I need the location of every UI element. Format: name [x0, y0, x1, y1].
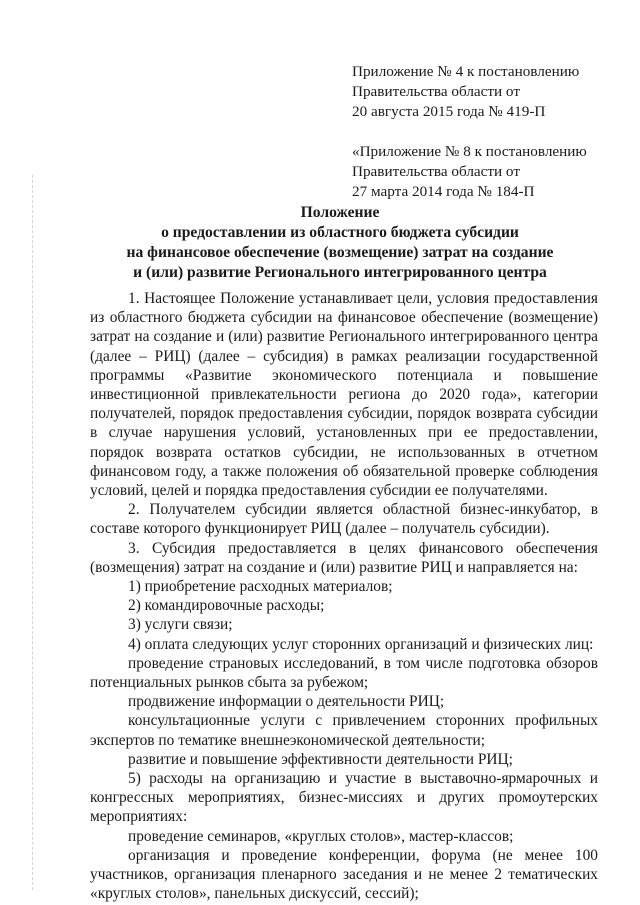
paragraph: 1) приобретение расходных материалов; [128, 578, 393, 596]
title-line: о предоставлении из областного бюджета субсидии [161, 224, 519, 241]
document-header [352, 62, 622, 202]
header-line: Правительства области от [352, 163, 520, 180]
paragraph: развитие и повышение эффективности деятельности РИЦ; [128, 750, 513, 768]
paragraph: 3) услуги связи; [128, 616, 233, 634]
header-spacer [352, 122, 622, 142]
paragraph: 1. Настоящее Положение устанавливает цели, условия предоставления из областного бюджета субсидии на финансовое обеспечение (возмещение) затрат на создание и (или) развитие Регионального интегрированного центра (далее – РИЦ) (далее – субсидия) в рамках реализации государственной программы «Развитие экономического потенциала и повышение инвестиционной привлекательности региона до 2020 года», категории получателей, порядок предоставления субсидии, порядок возврата субсидии в случае нарушения условий, установленных при ее предоставлении, порядок возврата остатков субсидии, не использованных в отчетном финансовом году, а также положения об обязательной проверке соблюдения условий, целей и порядка предоставления субсидии ее получателями. [90, 290, 598, 500]
paragraph: проведение страновых исследований, в том числе подготовка обзоров потенциальных рынков сбыта за рубежом; [90, 654, 598, 692]
paragraph: консультационные услуги с привлечением сторонних профильных экспертов по тематике внешнеэкономической деятельности; [90, 712, 598, 749]
paragraph: 4) оплата следующих услуг сторонних организаций и физических лиц: [128, 635, 594, 653]
header-line: «Приложение № 8 к постановлению [352, 143, 587, 160]
header-line: Правительства области от [352, 83, 520, 100]
title-line: Положение [300, 204, 380, 221]
header-line: 20 августа 2015 года № 419-П [352, 103, 546, 120]
title-line: на финансовое обеспечение (возмещение) затрат на создание [126, 244, 554, 261]
document-body [90, 289, 598, 904]
document-title [90, 203, 590, 283]
paragraph: 2. Получателем субсидии является областной бизнес-инкубатор, в составе которого функционирует РИЦ (далее – получатель субсидии). [90, 501, 598, 538]
title-line: и (или) развитие Регионального интегрированного центра [133, 264, 547, 281]
paragraph: 2) командировочные расходы; [128, 597, 325, 615]
paragraph: 3. Субсидия предоставляется в целях финансового обеспечения (возмещения) затрат на создание и (или) развитие РИЦ и направляется на: [90, 539, 598, 576]
header-line: Приложение № 4 к постановлению [352, 63, 580, 80]
paragraph: организация и проведение конференции, форума (не менее 100 участников, организация пленарного заседания и не менее 2 тематических «круглых столов», панельных дискуссий, сессий); [90, 846, 598, 903]
paragraph: 5) расходы на организацию и участие в выставочно-ярмарочных и конгрессных мероприятиях, бизнес-миссиях и других промоутерских мероприятиях: [90, 770, 598, 826]
paragraph: продвижение информации о деятельности РИЦ; [128, 693, 445, 711]
scan-margin-line [32, 175, 33, 890]
header-line: 27 марта 2014 года № 184-П [352, 183, 535, 200]
paragraph: проведение семинаров, «круглых столов», мастер-классов; [128, 827, 514, 845]
